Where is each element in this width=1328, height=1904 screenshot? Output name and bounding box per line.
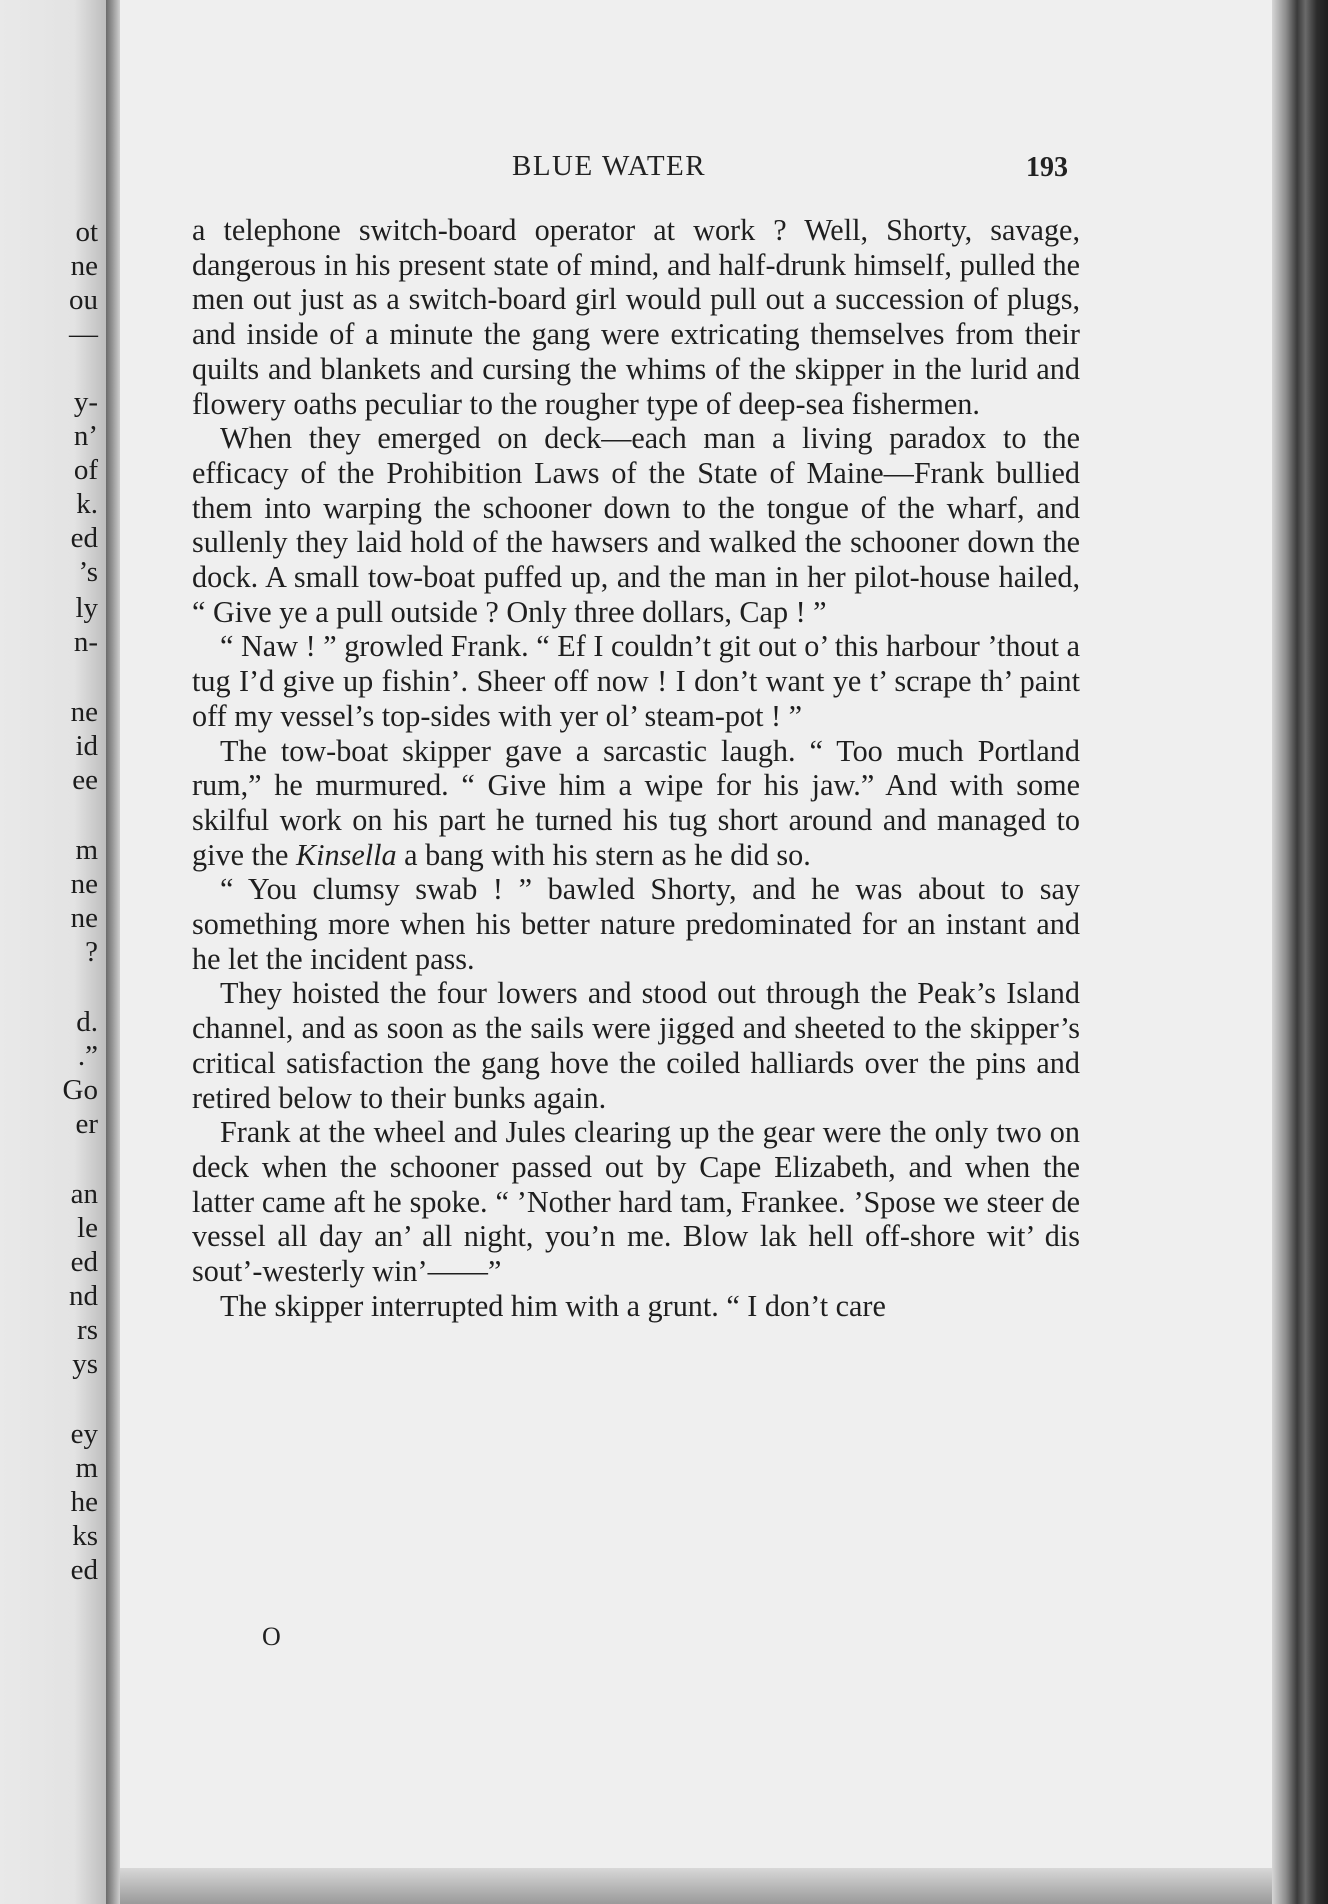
paragraph: “ You clumsy swab ! ” bawled Shorty, and he was about to say something more when his better nature predominated for an instant and he let the incident pass. [192, 872, 1080, 976]
facing-page-fragment: rs [77, 1314, 98, 1346]
facing-page-fragment: of [73, 454, 98, 486]
facing-page-fragment: er [75, 1108, 98, 1140]
ship-name: Kinsella [295, 837, 397, 872]
facing-page-fragment: Go [62, 1074, 98, 1106]
facing-page-fragment: ne [70, 868, 98, 900]
paragraph [192, 734, 1080, 873]
page-bottom-edge [120, 1868, 1282, 1904]
facing-page-fragment: ed [70, 522, 98, 554]
facing-page-fragment: ed [70, 1246, 98, 1278]
facing-page-fragment: id [75, 730, 98, 762]
paragraph: Frank at the wheel and Jules clearing up the gear were the only two on deck when the schooner passed out by Cape Elizabeth, and when the latter came aft he spoke. “ ’Nother hard tam, Frankee. ’Spose we steer de vessel all day an’ all night, you’n me. Blow lak hell off-shore wit’ dis sout’-westerly win’——” [192, 1115, 1080, 1289]
paragraph-text: a bang with his stern as he did so. [396, 837, 811, 872]
paragraph-text: The tow-boat skipper gave a sarcastic laugh. “ Too much Portland rum,” he murmured. “ Give him a wipe for his jaw.” And with some skilful work on his part he turned his tug short around and managed to give the [192, 733, 1080, 872]
paragraph: a telephone switch-board operator at work ? Well, Shorty, savage, dangerous in his present state of mind, and half-drunk himself, pulled the men out just as a switch-board girl would pull out a succession of plugs, and inside of a minute the gang were extricating themselves from their quilts and blankets and cursing the whims of the skipper in the lurid and flowery oaths peculiar to the rougher type of deep-sea fishermen. [192, 213, 1080, 421]
facing-page-fragment: d. [76, 1006, 98, 1038]
facing-page-fragment: .” [77, 1040, 98, 1072]
facing-page-fragment: nd [69, 1280, 98, 1312]
facing-page-fragment: y- [73, 386, 98, 418]
facing-page-fragment: ne [70, 250, 98, 282]
body-text [192, 213, 1080, 1324]
facing-page-fragment: k. [76, 488, 98, 520]
facing-page-fragment: ou [69, 284, 98, 316]
facing-page-fragment: an [70, 1178, 98, 1210]
facing-page-fragment: m [75, 834, 98, 866]
page-number: 193 [1026, 152, 1068, 183]
running-head: BLUE WATER [512, 150, 707, 182]
paragraph: “ Naw ! ” growled Frank. “ Ef I couldn’t git out o’ this harbour ’thout a tug I’d give up fishin’. Sheer off now ! I don’t want ye t’ scrape th’ paint off my vessel’s top-sides with yer ol’ steam-pot ! ” [192, 629, 1080, 733]
facing-page-fragment: ’s [78, 556, 98, 588]
book-gutter [106, 0, 120, 1904]
facing-page-fragment: ee [72, 764, 98, 796]
facing-page-fragment: — [69, 318, 98, 350]
facing-page-fragment: he [70, 1486, 98, 1518]
book-fore-edge [1272, 0, 1328, 1904]
paragraph: The skipper interrupted him with a grunt. “ I don’t care [220, 1288, 886, 1323]
facing-page-fragment: ne [70, 902, 98, 934]
facing-page-fragment: ne [70, 696, 98, 728]
facing-page-fragment: n’ [73, 420, 98, 452]
facing-page-fragment: le [77, 1212, 98, 1244]
facing-page-fragment: ? [85, 936, 98, 968]
facing-page-fragment: ot [75, 216, 98, 248]
facing-page-edge [0, 0, 106, 1904]
paragraph: They hoisted the four lowers and stood out through the Peak’s Island channel, and as soon as the sails were jigged and sheeted to the skipper’s critical satisfaction the gang hove the coiled halliards over the pins and retired below to their bunks again. [192, 976, 1080, 1115]
facing-page-fragment: ys [72, 1348, 98, 1380]
facing-page-fragment: ey [70, 1418, 98, 1450]
facing-page-fragment: ks [72, 1520, 98, 1552]
facing-page-fragment: ly [75, 592, 98, 624]
facing-page-fragment: ed [70, 1554, 98, 1586]
signature-mark: O [262, 1622, 281, 1651]
facing-page-fragment: n- [73, 626, 98, 658]
facing-page-fragment: m [75, 1452, 98, 1484]
paragraph: When they emerged on deck—each man a living paradox to the efficacy of the Prohibition Laws of the State of Maine—Frank bullied them into warping the schooner down to the tongue of the wharf, and sullenly they laid hold of the hawsers and walked the schooner down the dock. A small tow-boat puffed up, and the man in her pilot-house hailed, “ Give ye a pull outside ? Only three dollars, Cap ! ” [192, 421, 1080, 629]
